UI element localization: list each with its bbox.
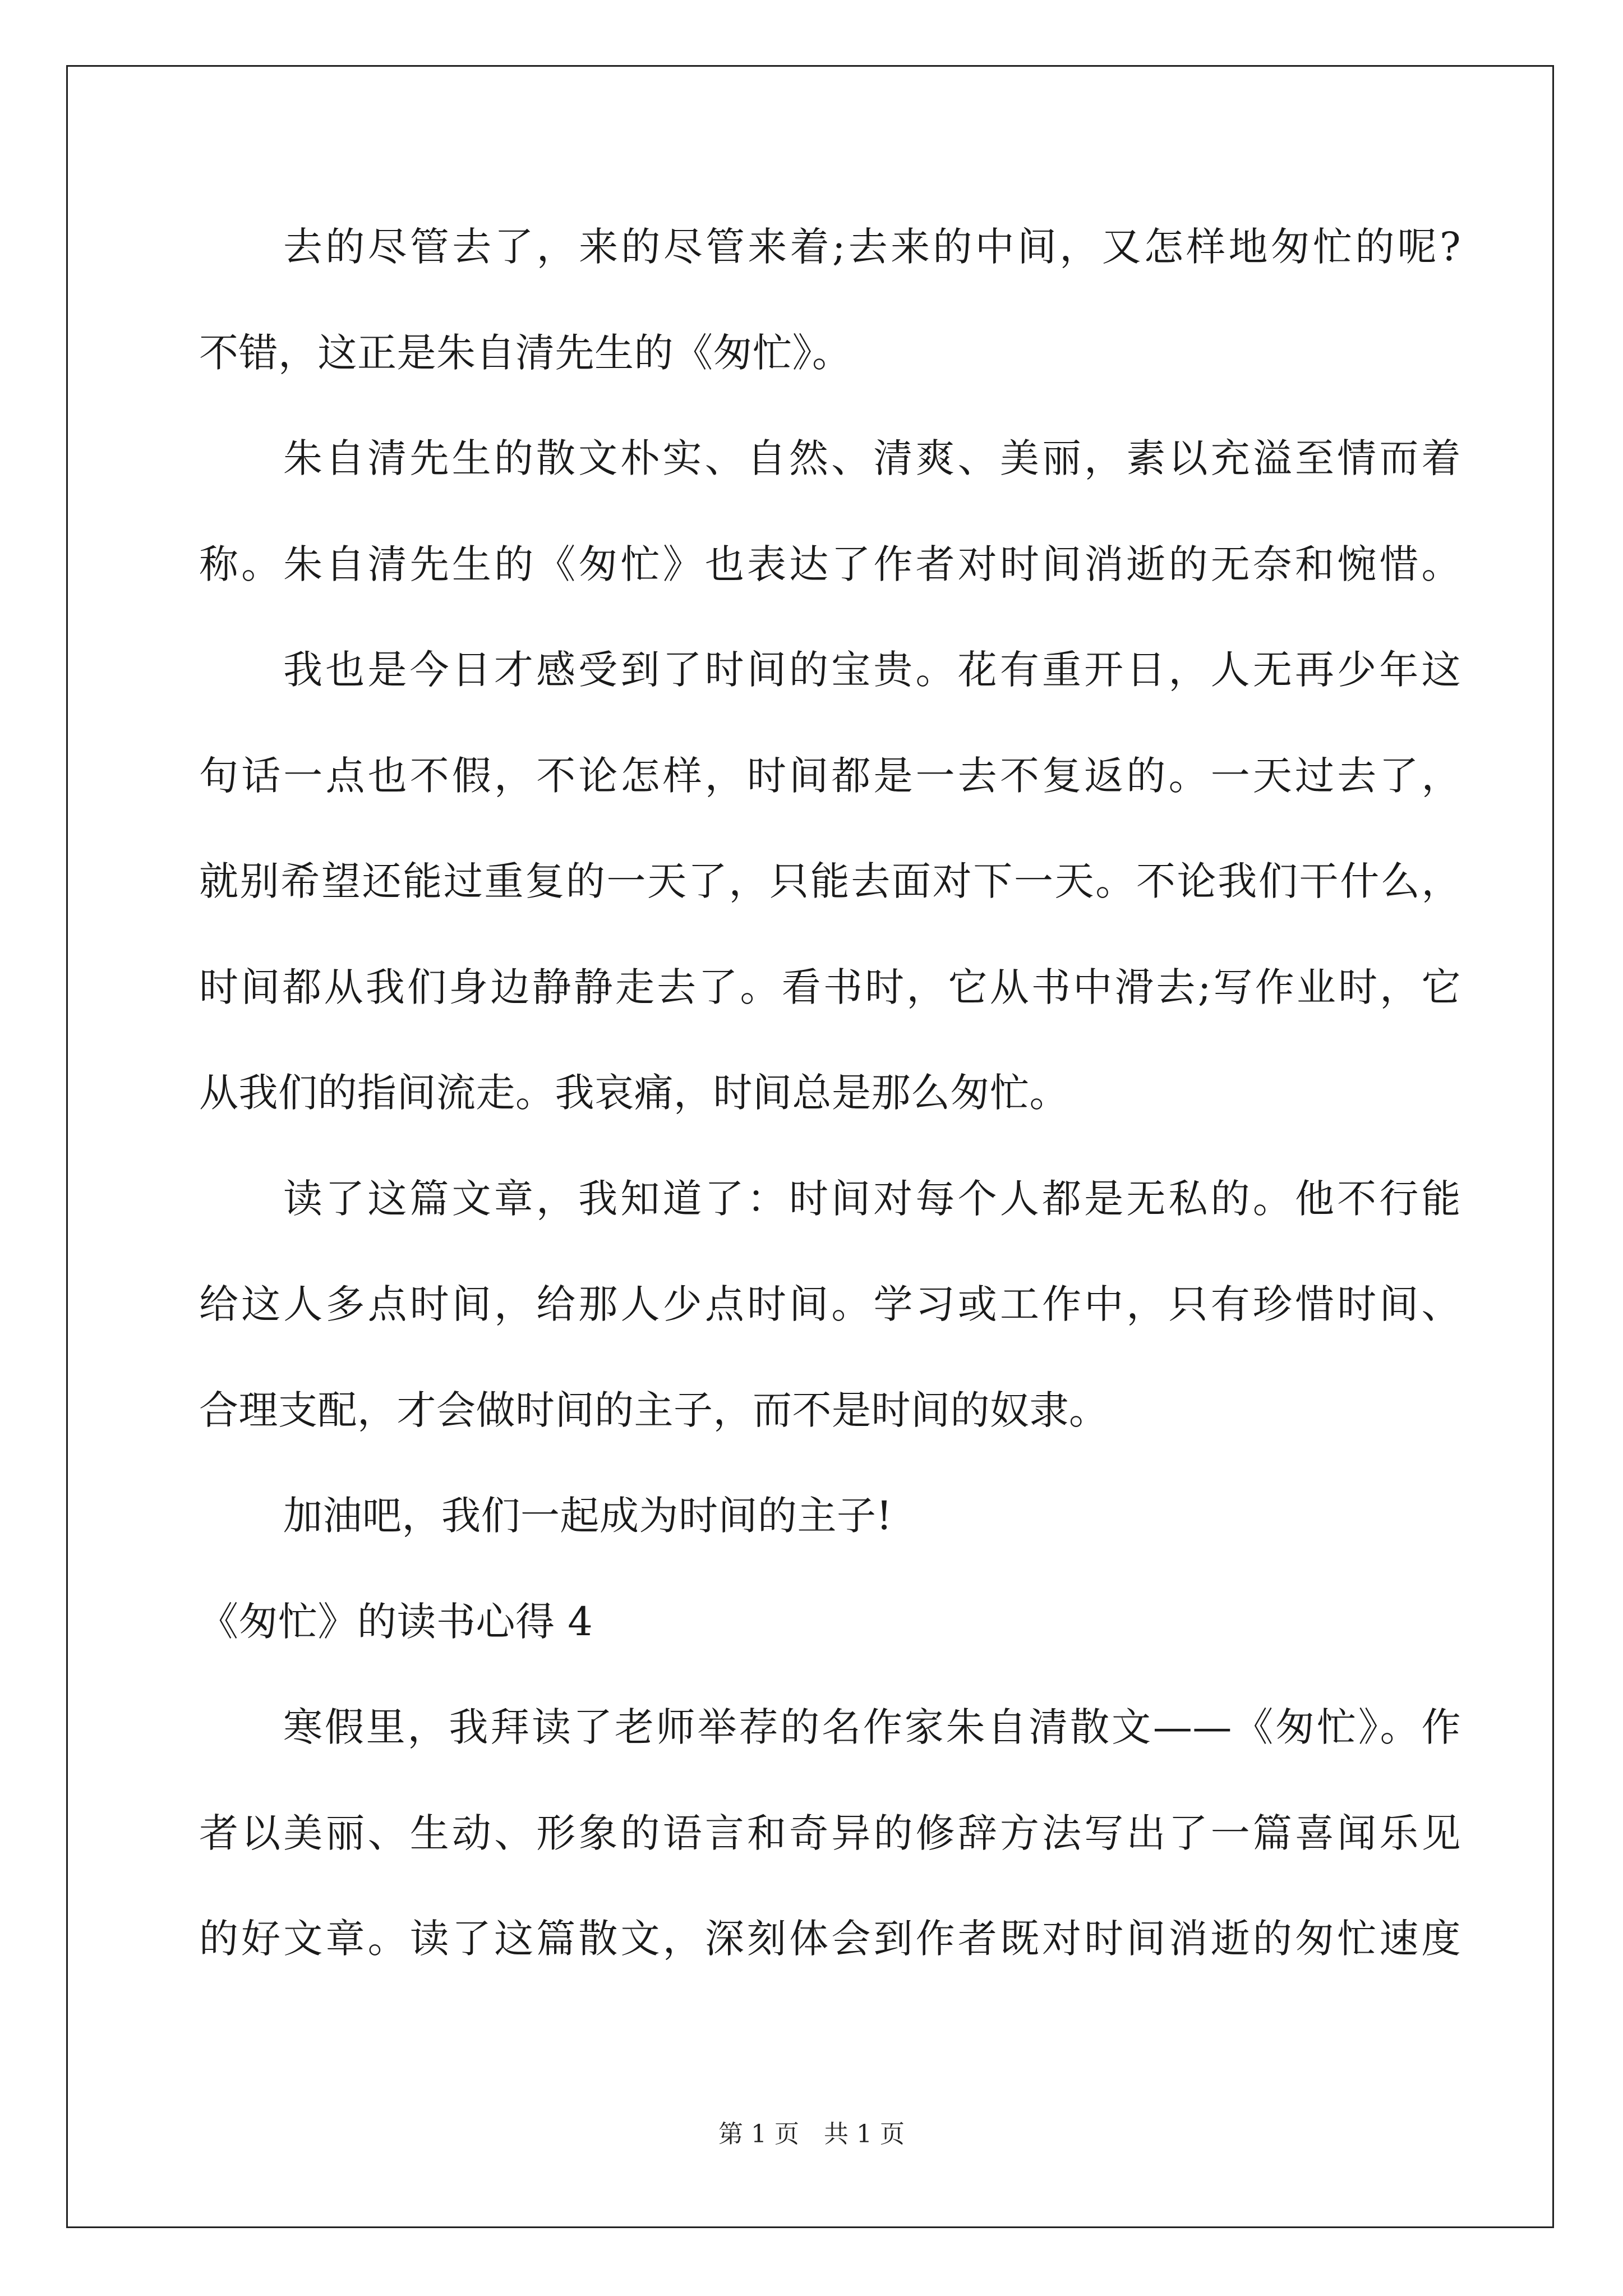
- text-line: 我也是今日才感受到了时间的宝贵。花有重开日，人无再少年这: [283, 647, 1461, 693]
- text-line: 给这人多点时间，给那人少点时间。学习或工作中，只有珍惜时间、: [199, 1281, 1461, 1327]
- text-line: 朱自清先生的散文朴实、自然、清爽、美丽，素以充溢至情而着: [283, 435, 1461, 481]
- text-line: 从我们的指间流走。我哀痛，时间总是那么匆忙。: [199, 1070, 1069, 1116]
- text-line: 句话一点也不假，不论怎样，时间都是一去不复返的。一天过去了，: [199, 753, 1461, 799]
- page-footer: 第 1 页 共 1 页: [718, 2120, 905, 2148]
- text-line: 的好文章。读了这篇散文，深刻体会到作者既对时间消逝的匆忙速度: [199, 1916, 1461, 1962]
- text-line: 《匆忙》的读书心得 4: [199, 1599, 593, 1645]
- text-line: 加油吧，我们一起成为时间的主子!: [283, 1493, 893, 1539]
- text-line: 读了这篇文章，我知道了：时间对每个人都是无私的。他不行能: [283, 1176, 1461, 1222]
- text-line: 寒假里，我拜读了老师举荐的名作家朱自清散文——《匆忙》。作: [283, 1704, 1461, 1750]
- page-border: [66, 65, 1554, 2228]
- text-line: 去的尽管去了，来的尽管来着;去来的中间，又怎样地匆忙的呢?: [283, 224, 1461, 270]
- text-line: 称。朱自清先生的《匆忙》也表达了作者对时间消逝的无奈和惋惜。: [199, 541, 1461, 587]
- text-line: 合理支配，才会做时间的主子，而不是时间的奴隶。: [199, 1387, 1109, 1433]
- text-line: 就别希望还能过重复的一天了，只能去面对下一天。不论我们干什么，: [199, 858, 1461, 904]
- text-line: 者以美丽、生动、形象的语言和奇异的修辞方法写出了一篇喜闻乐见: [199, 1810, 1461, 1856]
- text-line: 时间都从我们身边静静走去了。看书时，它从书中滑去;写作业时，它: [199, 964, 1461, 1010]
- text-line: 不错，这正是朱自清先生的《匆忙》。: [199, 330, 852, 376]
